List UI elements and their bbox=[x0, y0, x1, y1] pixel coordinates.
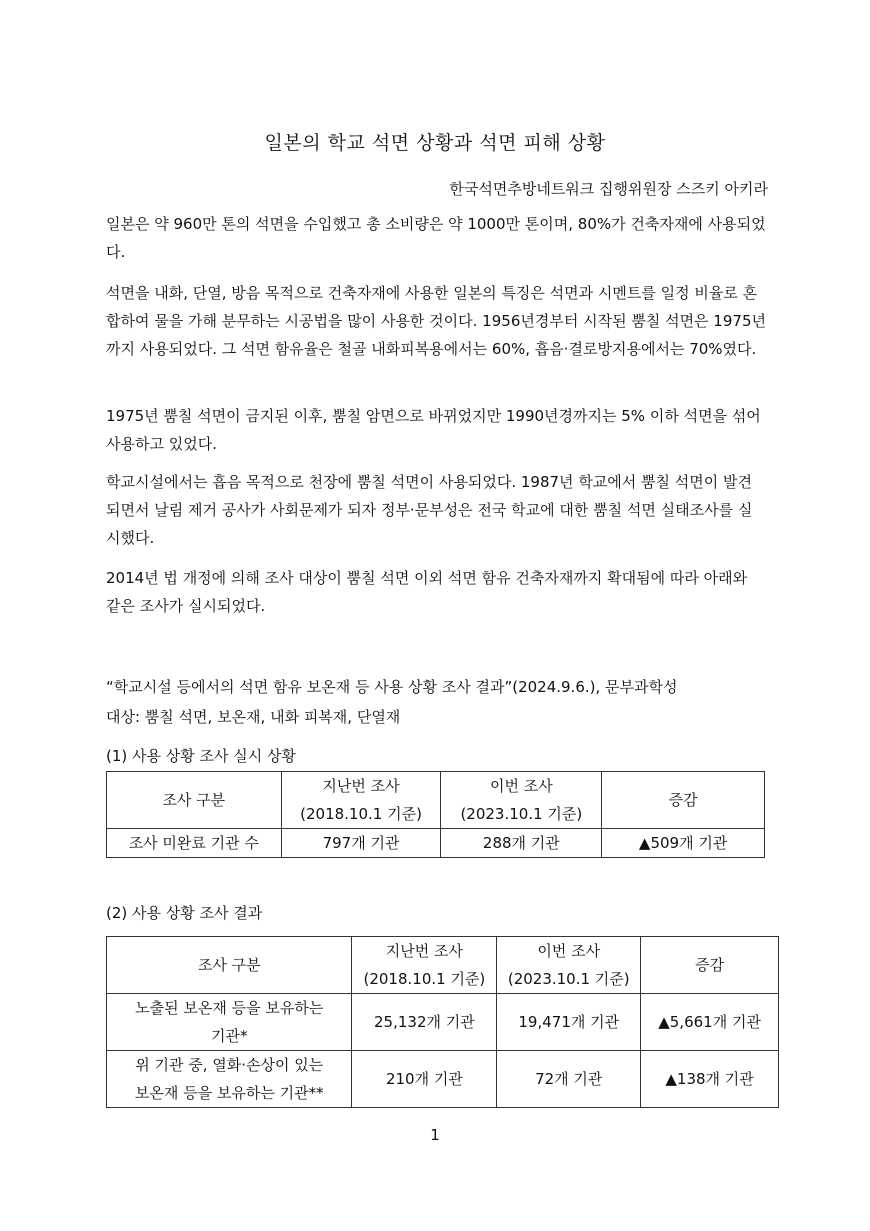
row-change-value: ▲5,661개 기관 bbox=[641, 994, 779, 1051]
header-change: 증감 bbox=[602, 772, 765, 829]
row-previous-value: 797개 기관 bbox=[281, 829, 441, 858]
header-previous-title: 지난번 조사 bbox=[385, 942, 463, 960]
survey-results-table bbox=[106, 936, 779, 1108]
row-label: 조사 미완료 기관 수 bbox=[107, 829, 282, 858]
header-previous-survey bbox=[352, 937, 497, 994]
page-title: 일본의 학교 석면 상황과 석면 피해 상황 bbox=[264, 132, 606, 154]
header-previous-date: (2018.10.1 기준) bbox=[300, 805, 422, 823]
header-change: 증감 bbox=[641, 937, 779, 994]
row-previous-value: 25,132개 기관 bbox=[352, 994, 497, 1051]
header-current-date: (2023.10.1 기준) bbox=[460, 805, 583, 823]
table-row bbox=[107, 829, 765, 858]
header-previous-date: (2018.10.1 기준) bbox=[363, 970, 486, 988]
table-header-row bbox=[107, 772, 765, 829]
row-current-value: 19,471개 기관 bbox=[497, 994, 641, 1051]
paragraph-4: 학교시설에서는 흡음 목적으로 천장에 뿜칠 석면이 사용되었다. 1987년 학교에서 뿜칠 석면이 발견되면서 날림 제거 공사가 사회문제가 되자 정부·문부성은 전국 학교에 대한 뿜칠 석면 실태조사를 실시했다. bbox=[106, 473, 753, 547]
table-row bbox=[107, 1051, 779, 1108]
header-current-date: (2023.10.1 기준) bbox=[507, 970, 630, 988]
header-current-title: 이번 조사 bbox=[489, 777, 553, 795]
header-current-survey bbox=[497, 937, 641, 994]
paragraph-1: 일본은 약 960만 톤의 석면을 수입했고 총 소비량은 약 1000만 톤이며, 80%가 건축자재에 사용되었다. bbox=[106, 215, 766, 261]
paragraph-5: 2014년 법 개정에 의해 조사 대상이 뿜칠 석면 이외 석면 함유 건축자재까지 확대됨에 따라 아래와 같은 조사가 실시되었다. bbox=[106, 569, 748, 615]
header-category: 조사 구분 bbox=[107, 772, 282, 829]
survey-target-line: 대상: 뿜칠 석면, 보온재, 내화 피복재, 단열재 bbox=[106, 708, 401, 726]
row-previous-value: 210개 기관 bbox=[352, 1051, 497, 1108]
page-number: 1 bbox=[430, 1126, 440, 1144]
row-label-line-1: 위 기관 중, 열화·손상이 있는 bbox=[135, 1056, 324, 1074]
report-title-line: “학교시설 등에서의 석면 함유 보온재 등 사용 상황 조사 결과”(2024.9.6.), 문부과학성 bbox=[106, 678, 678, 696]
row-change-value: ▲509개 기관 bbox=[602, 829, 765, 858]
row-label bbox=[107, 1051, 352, 1108]
author-line: 한국석면추방네트워크 집행위원장 스즈키 아키라 bbox=[449, 180, 768, 198]
table-header-row bbox=[107, 937, 779, 994]
table-row bbox=[107, 994, 779, 1051]
paragraph-3: 1975년 뿜칠 석면이 금지된 이후, 뿜칠 암면으로 바뀌었지만 1990년경까지는 5% 이하 석면을 섞어 사용하고 있었다. bbox=[106, 407, 761, 453]
header-previous-title: 지난번 조사 bbox=[322, 777, 400, 795]
header-current-title: 이번 조사 bbox=[537, 942, 601, 960]
row-label-line-1: 노출된 보온재 등을 보유하는 bbox=[135, 999, 324, 1017]
row-current-value: 288개 기관 bbox=[441, 829, 602, 858]
section-heading-1: (1) 사용 상황 조사 실시 상황 bbox=[106, 747, 296, 765]
section-heading-2: (2) 사용 상황 조사 결과 bbox=[106, 904, 263, 922]
row-label-line-2: 보온재 등을 보유하는 기관** bbox=[134, 1084, 324, 1102]
row-label-line-2: 기관* bbox=[210, 1027, 248, 1045]
header-current-survey bbox=[441, 772, 602, 829]
header-previous-survey bbox=[281, 772, 441, 829]
row-current-value: 72개 기관 bbox=[497, 1051, 641, 1108]
header-category: 조사 구분 bbox=[107, 937, 352, 994]
survey-status-table bbox=[106, 771, 765, 858]
row-label bbox=[107, 994, 352, 1051]
paragraph-2: 석면을 내화, 단열, 방음 목적으로 건축자재에 사용한 일본의 특징은 석면과 시멘트를 일정 비율로 혼합하여 물을 가해 분무하는 시공법을 많이 사용한 것이다. 1956년경부터 시작된 뿜칠 석면은 1975년까지 사용되었다. 그 석면 함유율은 철골 내화피복용에서는 60%, 흡음·결로방지용에서는 70%였다. bbox=[106, 284, 766, 358]
row-change-value: ▲138개 기관 bbox=[641, 1051, 779, 1108]
